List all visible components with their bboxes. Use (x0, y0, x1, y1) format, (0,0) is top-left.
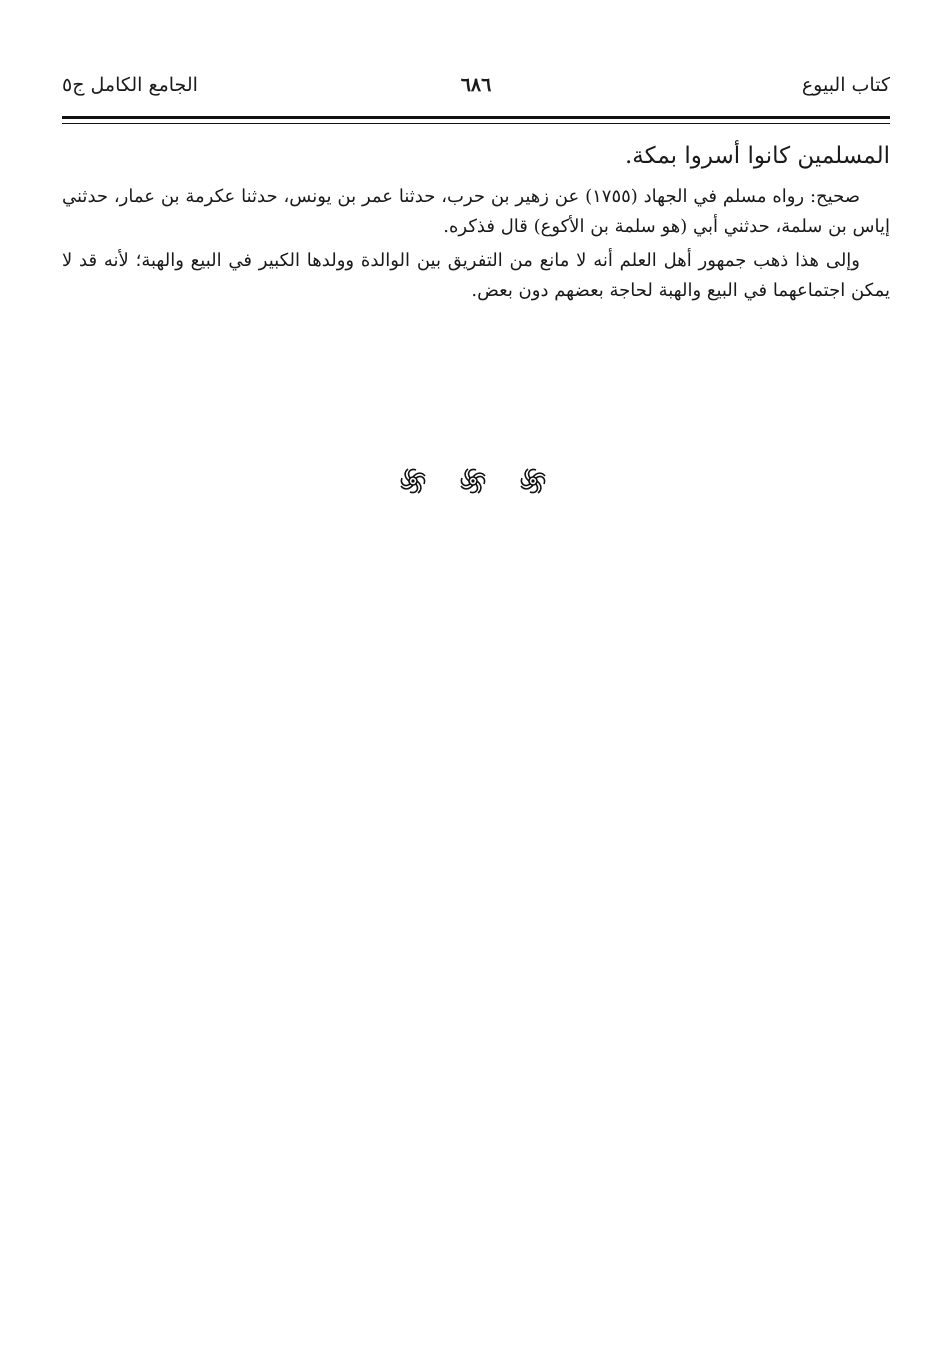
header-rule-thin (62, 123, 890, 124)
commentary-paragraph: وإلى هذا ذهب جمهور أهل العلم أنه لا مانع من التفريق بين الوالدة وولدها الكبير في البيع والهبة؛ لأنه قد لا يمكن اجتماعهما في البيع والهبة لحاجة بعضهم دون بعض. (62, 250, 890, 301)
lead-line: المسلمين كانوا أسروا بمكة. (624, 143, 890, 169)
page-number: ٦٨٦ (460, 74, 492, 96)
book-title: الجامع الكامل ج٥ (62, 74, 198, 96)
section-end-ornaments (0, 466, 945, 502)
floral-ornament-icon (518, 466, 548, 496)
header-rule-thick (62, 116, 890, 119)
running-header (62, 74, 890, 108)
floral-ornament-icon (458, 466, 488, 496)
floral-ornament-icon (398, 466, 428, 496)
main-text (62, 138, 890, 310)
chapter-title: كتاب البيوع (801, 74, 890, 96)
hadith-source-paragraph: صحيح: رواه مسلم في الجهاد (١٧٥٥) عن زهير بن حرب، حدثنا عمر بن يونس، حدثنا عكرمة بن عمار، حدثني إياس بن سلمة، حدثني أبي (هو سلمة بن الأكوع) قال فذكره. (62, 186, 890, 237)
